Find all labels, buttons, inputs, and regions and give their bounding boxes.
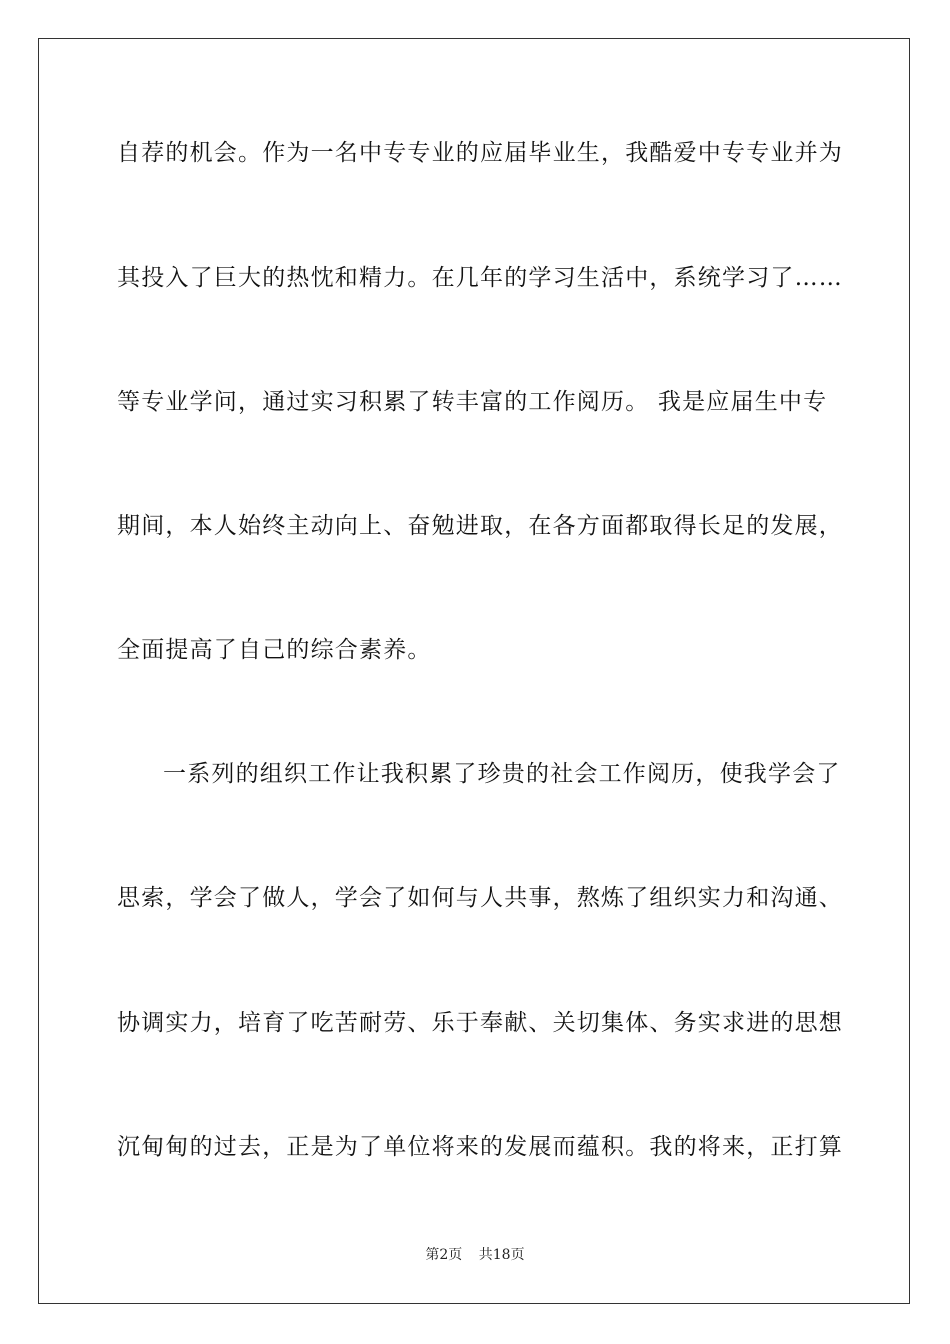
body-text-line: 思索，学会了做人，学会了如何与人共事，熬炼了组织实力和沟通、 [117,885,843,911]
body-text-line: 其投入了巨大的热忱和精力。在几年的学习生活中，系统学习了…… [117,265,843,291]
body-text-line: 协调实力，培育了吃苦耐劳、乐于奉献、关切集体、务实求进的思想 [117,1010,843,1036]
body-text-line: 自荐的机会。作为一名中专专业的应届毕业生，我酷爱中专专业并为 [117,140,843,166]
body-text-line: 一系列的组织工作让我积累了珍贵的社会工作阅历，使我学会了 [163,761,841,787]
page-number-current: 第2页 [425,1247,463,1263]
page-number-total: 共18页 [478,1247,525,1263]
body-text-line: 等专业学问，通过实习积累了转丰富的工作阅历。 我是应届生中专 [117,389,828,415]
body-text-line: 全面提高了自己的综合素养。 [117,637,432,663]
body-text-line: 沉甸甸的过去，正是为了单位将来的发展而蕴积。我的将来，正打算 [117,1134,843,1160]
page-footer [0,1246,950,1264]
body-text-line: 期间，本人始终主动向上、奋勉进取，在各方面都取得长足的发展， [117,513,843,539]
page-border [38,38,910,1304]
